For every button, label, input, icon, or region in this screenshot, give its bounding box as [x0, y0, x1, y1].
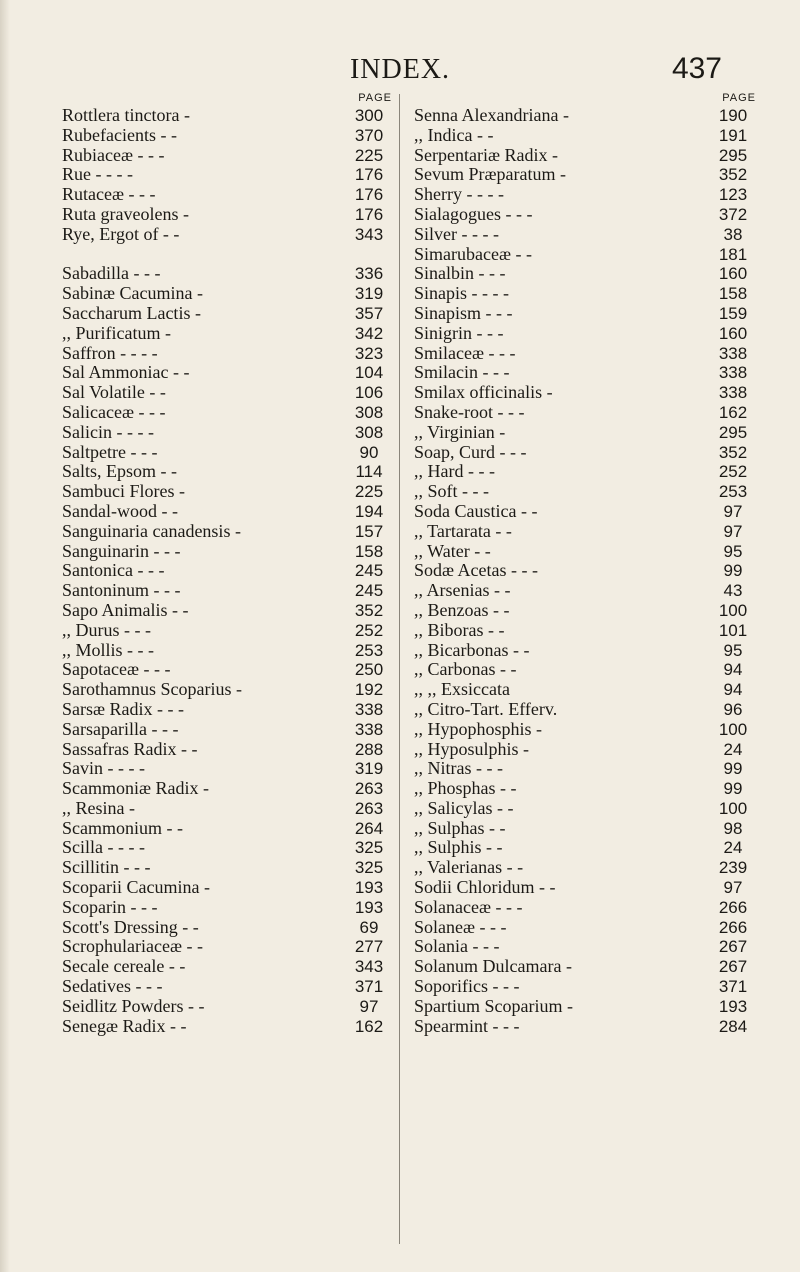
entry-name: ,, Hard - - -: [414, 461, 495, 482]
index-entry: [62, 284, 392, 304]
entry-name: Senna Alexandriana -: [414, 105, 569, 125]
entry-name: ,, Hyposulphis -: [414, 738, 530, 759]
index-entry: [62, 462, 392, 482]
index-entry: [414, 403, 756, 423]
entry-name: ,, Sulphis - -: [414, 837, 503, 858]
entry-page-number: 106: [354, 383, 384, 403]
entry-page-number: 100: [718, 798, 748, 818]
index-entry: [62, 878, 392, 898]
index-entry: [414, 918, 756, 938]
entry-name: ,, Nitras - - -: [414, 758, 503, 779]
index-entry: [62, 641, 392, 661]
entry-page-number: 325: [354, 838, 384, 858]
index-entry: [414, 740, 756, 760]
index-entry: [414, 502, 756, 522]
entry-page-number: 253: [718, 482, 748, 502]
entry-name: ,, Bicarbonas - -: [414, 639, 530, 660]
entry-page-number: 193: [718, 996, 748, 1016]
entry-page-number: 370: [354, 125, 384, 145]
entry-page-number: 162: [718, 402, 748, 422]
index-entry: [62, 403, 392, 423]
entry-name: Smilacin - - -: [414, 362, 510, 383]
entry-name: Salicin - - - -: [62, 421, 154, 442]
entry-name: Rye, Ergot of - -: [62, 223, 180, 244]
entry-name: Solanaceæ - - -: [414, 896, 523, 917]
entry-page-number: 245: [354, 581, 384, 601]
index-entry: [62, 680, 392, 700]
entry-name: Saffron - - - -: [62, 342, 158, 363]
index-entry: [414, 245, 756, 265]
entry-page-number: 338: [718, 343, 748, 363]
entry-name: Sevum Præparatum -: [414, 164, 566, 185]
entry-page-number: 319: [354, 284, 384, 304]
index-entry: [62, 344, 392, 364]
index-entry: [62, 165, 392, 185]
index-entry: [414, 264, 756, 284]
entry-name: Ruta graveolens -: [62, 203, 189, 224]
index-entry: [414, 819, 756, 839]
entry-page-number: 159: [718, 303, 748, 323]
entry-page-number: 181: [718, 244, 748, 264]
index-entry: [62, 561, 392, 581]
entry-page-number: 308: [354, 402, 384, 422]
index-entry: [414, 126, 756, 146]
entry-name: Rubiaceæ - - -: [62, 144, 165, 165]
index-entry: [414, 165, 756, 185]
index-entry: [62, 205, 392, 225]
index-entry: [62, 957, 392, 977]
index-entry: [414, 621, 756, 641]
index-entry: [62, 443, 392, 463]
entry-page-number: 263: [354, 779, 384, 799]
index-entry: [62, 700, 392, 720]
entry-name: Scott's Dressing - -: [62, 916, 199, 937]
entry-page-number: 96: [723, 699, 743, 719]
entry-name: ,, Purificatum -: [62, 322, 171, 343]
index-entry: [414, 680, 756, 700]
index-entry: [414, 205, 756, 225]
entry-name: Spartium Scoparium -: [414, 995, 573, 1016]
entry-name: ,, Salicylas - -: [414, 797, 514, 818]
entry-page-number: 176: [354, 204, 384, 224]
entry-name: Sinalbin - - -: [414, 263, 506, 284]
index-entry: [62, 1017, 392, 1037]
left-index-column: [62, 90, 392, 1036]
entry-page-number: 158: [354, 541, 384, 561]
entry-page-number: 100: [718, 600, 748, 620]
index-entry: [62, 759, 392, 779]
entry-name: Sialagogues - - -: [414, 203, 533, 224]
entry-name: ,, Mollis - - -: [62, 639, 154, 660]
entry-page-number: 194: [354, 501, 384, 521]
entry-page-number: 325: [354, 858, 384, 878]
index-entry: [62, 225, 392, 245]
entry-page-number: 308: [354, 422, 384, 442]
entry-page-number: 343: [354, 224, 384, 244]
entry-name: ,, Biboras - -: [414, 619, 505, 640]
entry-name: Savin - - - -: [62, 758, 145, 779]
entry-page-number: 338: [354, 699, 384, 719]
entry-name: Saltpetre - - -: [62, 441, 158, 462]
entry-page-number: 338: [718, 383, 748, 403]
index-entry: [62, 601, 392, 621]
entry-name: Scoparin - - -: [62, 896, 158, 917]
entry-page-number: 193: [354, 897, 384, 917]
index-entry: [62, 522, 392, 542]
index-entry: [62, 838, 392, 858]
entry-page-number: 43: [723, 581, 743, 601]
entry-page-number: 99: [723, 779, 743, 799]
index-entry: [62, 898, 392, 918]
entry-page-number: 300: [354, 106, 384, 125]
entry-name: Sarsaparilla - - -: [62, 718, 179, 739]
entry-page-number: 98: [723, 818, 743, 838]
entry-page-number: 263: [354, 798, 384, 818]
entry-name: ,, Phosphas - -: [414, 778, 517, 799]
entry-name: ,, Tartarata - -: [414, 520, 512, 541]
entry-name: Sal Volatile - -: [62, 382, 166, 403]
entry-page-number: 352: [718, 165, 748, 185]
entry-name: Scillitin - - -: [62, 857, 151, 878]
entry-name: Santonica - - -: [62, 560, 165, 581]
index-entry: [414, 581, 756, 601]
index-entry: [62, 304, 392, 324]
entry-name: Soda Caustica - -: [414, 500, 538, 521]
entry-page-number: 101: [718, 620, 748, 640]
entry-page-number: 284: [718, 1016, 748, 1036]
entry-page-number: 343: [354, 957, 384, 977]
entry-name: ,, Hypophosphis -: [414, 718, 543, 739]
entry-page-number: 342: [354, 323, 384, 343]
entry-name: Soporifics - - -: [414, 976, 520, 997]
index-entry: [414, 1017, 756, 1037]
entry-name: ,, Arsenias - -: [414, 580, 511, 601]
entry-name: Sherry - - - -: [414, 184, 504, 205]
entry-name: Sodæ Acetas - - -: [414, 560, 538, 581]
entry-page-number: 338: [718, 363, 748, 383]
entry-page-number: 157: [354, 521, 384, 541]
entry-name: Salts, Epsom - -: [62, 461, 177, 482]
entry-page-number: 267: [718, 937, 748, 957]
index-entry: [62, 799, 392, 819]
entry-page-number: 38: [723, 224, 743, 244]
right-index-list: [414, 106, 756, 1036]
index-entry: [414, 878, 756, 898]
index-entry: [62, 858, 392, 878]
entry-name: Snake-root - - -: [414, 401, 525, 422]
right-page-label: PAGE: [722, 92, 756, 104]
entry-name: Sambuci Flores -: [62, 481, 185, 502]
entry-page-number: 191: [718, 125, 748, 145]
page-number: 437: [671, 52, 722, 85]
entry-name: Sedatives - - -: [62, 976, 163, 997]
entry-page-number: 95: [723, 640, 743, 660]
entry-name: ,, Resina -: [62, 797, 135, 818]
index-entry: [62, 126, 392, 146]
entry-name: Scrophulariaceæ - -: [62, 936, 203, 957]
entry-name: Solania - - -: [414, 936, 500, 957]
entry-name: Silver - - - -: [414, 223, 499, 244]
index-entry: [62, 324, 392, 344]
entry-name: Rutaceæ - - -: [62, 184, 156, 205]
entry-page-number: 97: [723, 878, 743, 898]
index-entry: [62, 383, 392, 403]
page-title: INDEX.: [349, 54, 451, 85]
index-entry: [414, 185, 756, 205]
entry-name: ,, ,, Exsiccata: [414, 679, 510, 700]
entry-page-number: 97: [723, 521, 743, 541]
entry-page-number: 162: [354, 1016, 384, 1036]
page-edge-shadow: [0, 0, 10, 1272]
index-entry: [414, 443, 756, 463]
entry-name: Soap, Curd - - -: [414, 441, 527, 462]
entry-name: Simarubaceæ - -: [414, 243, 532, 264]
index-entry: [62, 146, 392, 166]
entry-name: Sanguinaria canadensis -: [62, 520, 241, 541]
entry-page-number: 192: [354, 680, 384, 700]
entry-page-number: 352: [354, 600, 384, 620]
entry-name: Sapotaceæ - - -: [62, 659, 171, 680]
entry-name: Senegæ Radix - -: [62, 1015, 187, 1036]
index-entry: [414, 838, 756, 858]
index-entry: [414, 898, 756, 918]
index-entry: [414, 700, 756, 720]
entry-name: ,, Virginian -: [414, 421, 506, 442]
entry-page-number: 94: [723, 660, 743, 680]
index-entry: [414, 106, 756, 126]
index-entry: [414, 462, 756, 482]
entry-name: ,, Water - -: [414, 540, 491, 561]
entry-page-number: 277: [354, 937, 384, 957]
entry-page-number: 295: [718, 145, 748, 165]
entry-page-number: 252: [354, 620, 384, 640]
entry-page-number: 267: [718, 957, 748, 977]
index-entry: [62, 502, 392, 522]
entry-name: Sapo Animalis - -: [62, 599, 189, 620]
entry-name: Scammoniæ Radix -: [62, 778, 209, 799]
entry-name: Solanum Dulcamara -: [414, 956, 572, 977]
entry-page-number: 69: [359, 917, 379, 937]
index-entry: [414, 937, 756, 957]
entry-name: Sinapism - - -: [414, 302, 513, 323]
entry-page-number: 104: [354, 363, 384, 383]
index-entry: [62, 977, 392, 997]
entry-page-number: 295: [718, 422, 748, 442]
index-entry: [414, 720, 756, 740]
index-entry: [62, 423, 392, 443]
entry-name: Sarsæ Radix - - -: [62, 698, 184, 719]
entry-name: Spearmint - - -: [414, 1015, 520, 1036]
entry-name: Salicaceæ - - -: [62, 401, 166, 422]
entry-page-number: 100: [718, 719, 748, 739]
entry-page-number: 97: [359, 996, 379, 1016]
index-entry: [62, 819, 392, 839]
entry-page-number: 252: [718, 462, 748, 482]
entry-page-number: 253: [354, 640, 384, 660]
index-entry: [414, 779, 756, 799]
entry-name: Scoparii Cacumina -: [62, 877, 210, 898]
index-entry: [62, 542, 392, 562]
entry-page-number: 336: [354, 264, 384, 284]
entry-page-number: 24: [723, 838, 743, 858]
entry-page-number: 190: [718, 106, 748, 125]
entry-name: Rue - - - -: [62, 164, 133, 185]
entry-page-number: 176: [354, 165, 384, 185]
entry-page-number: 371: [718, 977, 748, 997]
index-entry: [62, 720, 392, 740]
entry-name: ,, Carbonas - -: [414, 659, 517, 680]
entry-page-number: 99: [723, 759, 743, 779]
entry-name: Solaneæ - - -: [414, 916, 507, 937]
entry-page-number: 123: [718, 185, 748, 205]
entry-page-number: 158: [718, 284, 748, 304]
index-entry: [414, 997, 756, 1017]
index-entry: [62, 937, 392, 957]
index-entry: [62, 997, 392, 1017]
entry-page-number: 319: [354, 759, 384, 779]
entry-name: ,, Indica - -: [414, 124, 494, 145]
entry-page-number: 193: [354, 878, 384, 898]
entry-name: Sinigrin - - -: [414, 322, 504, 343]
entry-page-number: 266: [718, 897, 748, 917]
index-entry: [414, 225, 756, 245]
index-entry: [414, 660, 756, 680]
entry-name: Rottlera tinctora -: [62, 105, 190, 125]
entry-name: Sodii Chloridum - -: [414, 877, 556, 898]
index-entry: [62, 660, 392, 680]
entry-name: Rubefacients - -: [62, 124, 177, 145]
entry-name: ,, Citro-Tart. Efferv.: [414, 698, 558, 719]
index-entry: [414, 363, 756, 383]
column-divider: [399, 94, 400, 1244]
entry-page-number: 160: [718, 323, 748, 343]
index-entry: [62, 363, 392, 383]
entry-name: Smilax officinalis -: [414, 382, 553, 403]
index-entry: [62, 918, 392, 938]
entry-page-number: 352: [718, 442, 748, 462]
entry-name: Smilaceæ - - -: [414, 342, 516, 363]
index-entry: [62, 185, 392, 205]
entry-page-number: 176: [354, 185, 384, 205]
index-entry: [414, 344, 756, 364]
left-page-label: PAGE: [358, 92, 392, 104]
index-entry: [414, 522, 756, 542]
index-entry: [62, 245, 392, 265]
entry-page-number: 372: [718, 204, 748, 224]
entry-name: ,, Valerianas - -: [414, 857, 524, 878]
index-entry: [414, 284, 756, 304]
entry-page-number: 371: [354, 977, 384, 997]
index-entry: [414, 977, 756, 997]
entry-page-number: 225: [354, 145, 384, 165]
entry-name: ,, Durus - - -: [62, 619, 151, 640]
index-entry: [62, 581, 392, 601]
entry-name: Sabadilla - - -: [62, 263, 161, 284]
entry-name: ,, Sulphas - -: [414, 817, 506, 838]
entry-name: Seidlitz Powders - -: [62, 995, 205, 1016]
index-entry: [414, 383, 756, 403]
entry-name: Sarothamnus Scoparius -: [62, 679, 242, 700]
entry-name: Santoninum - - -: [62, 580, 181, 601]
index-entry: [62, 264, 392, 284]
entry-name: ,, Soft - - -: [414, 481, 489, 502]
page-header: [0, 52, 800, 92]
entry-page-number: 97: [723, 501, 743, 521]
entry-page-number: 239: [718, 858, 748, 878]
entry-page-number: 266: [718, 917, 748, 937]
entry-page-number: 250: [354, 660, 384, 680]
left-index-list: [62, 106, 392, 1036]
entry-name: Sabinæ Cacumina -: [62, 283, 203, 304]
index-entry: [62, 779, 392, 799]
entry-page-number: 264: [354, 818, 384, 838]
index-entry: [414, 542, 756, 562]
index-entry: [62, 106, 392, 126]
entry-name: Serpentariæ Radix -: [414, 144, 558, 165]
entry-page-number: 245: [354, 561, 384, 581]
entry-page-number: 94: [723, 680, 743, 700]
entry-page-number: 323: [354, 343, 384, 363]
entry-page-number: 357: [354, 303, 384, 323]
entry-page-number: 338: [354, 719, 384, 739]
entry-page-number: 114: [355, 462, 383, 482]
entry-name: Sandal-wood - -: [62, 500, 178, 521]
entry-name: Sanguinarin - - -: [62, 540, 181, 561]
entry-page-number: 225: [354, 482, 384, 502]
entry-name: Sal Ammoniac - -: [62, 362, 190, 383]
entry-name: ,, Benzoas - -: [414, 599, 510, 620]
entry-name: Scammonium - -: [62, 817, 183, 838]
index-entry: [62, 482, 392, 502]
entry-name: Secale cereale - -: [62, 956, 186, 977]
index-entry: [414, 601, 756, 621]
index-entry: [414, 759, 756, 779]
index-entry: [414, 423, 756, 443]
entry-page-number: 24: [723, 739, 743, 759]
index-entry: [414, 304, 756, 324]
index-entry: [414, 146, 756, 166]
entry-page-number: 90: [359, 442, 379, 462]
index-entry: [414, 799, 756, 819]
entry-page-number: 95: [723, 541, 743, 561]
index-entry: [414, 482, 756, 502]
entry-page-number: 160: [718, 264, 748, 284]
entry-name: Scilla - - - -: [62, 837, 145, 858]
right-index-column: [414, 90, 756, 1036]
index-entry: [62, 740, 392, 760]
entry-page-number: 99: [723, 561, 743, 581]
index-entry: [414, 641, 756, 661]
index-entry: [62, 621, 392, 641]
index-entry: [414, 561, 756, 581]
entry-page-number: 288: [354, 739, 384, 759]
entry-name: Sassafras Radix - -: [62, 738, 198, 759]
index-entry: [414, 957, 756, 977]
index-entry: [414, 858, 756, 878]
entry-name: Saccharum Lactis -: [62, 302, 201, 323]
index-entry: [414, 324, 756, 344]
entry-name: Sinapis - - - -: [414, 283, 509, 304]
